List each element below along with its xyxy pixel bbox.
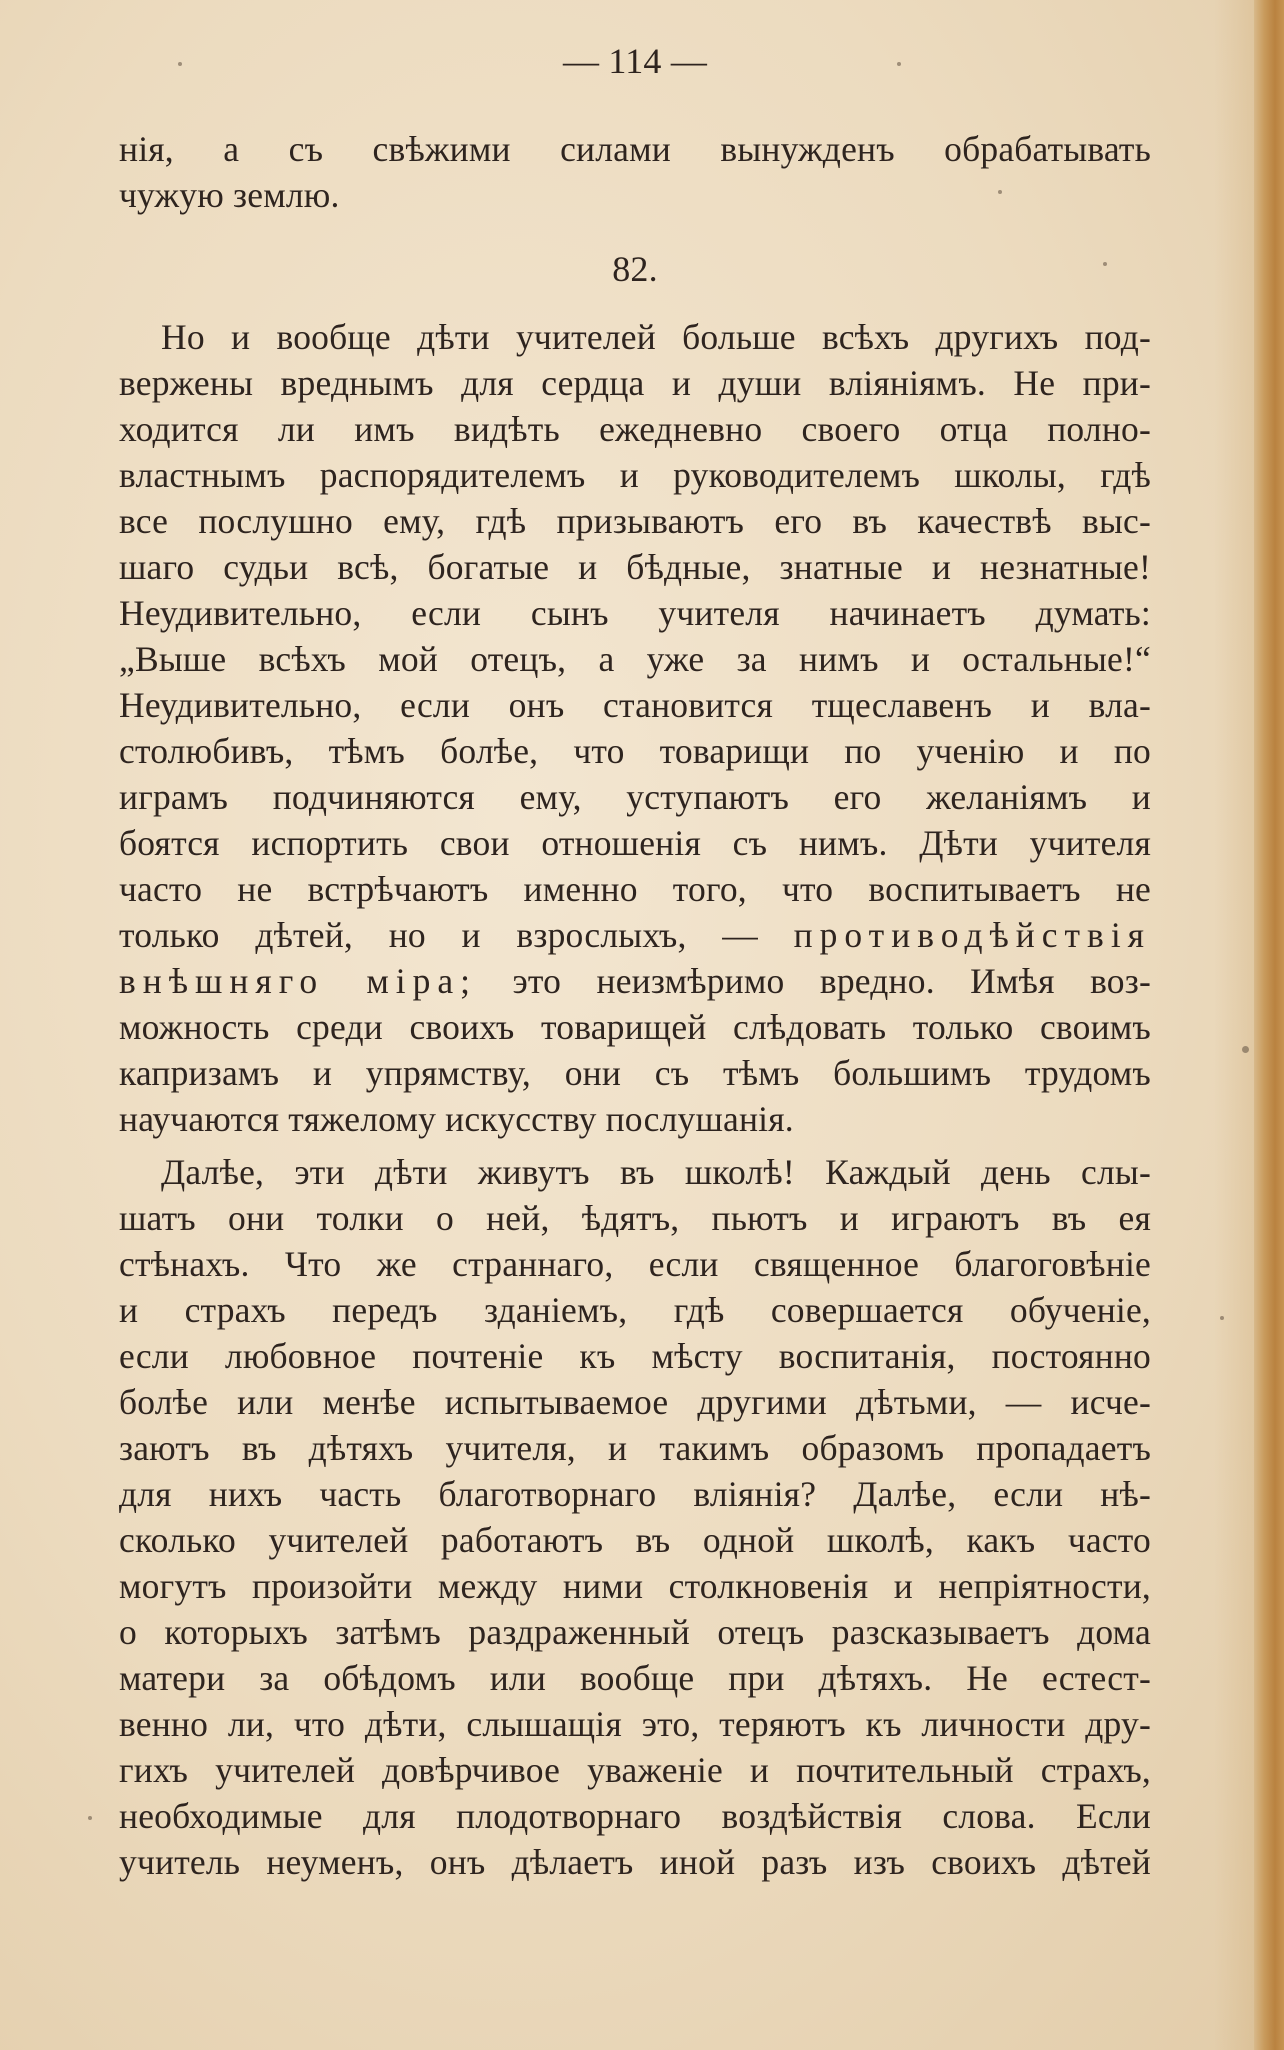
text-line: о которыхъ затѣмъ раздраженный отецъ разсказываетъ дома bbox=[119, 1612, 1151, 1652]
text-line: заютъ въ дѣтяхъ учителя, и такимъ образомъ пропадаетъ bbox=[119, 1428, 1151, 1468]
paper-speck bbox=[1242, 1046, 1249, 1053]
text-line: матери за обѣдомъ или вообще при дѣтяхъ. Не естест- bbox=[119, 1658, 1151, 1698]
text-line: могутъ произойти между ними столкновенія и непріятности, bbox=[119, 1566, 1151, 1606]
text-line: ходится ли имъ видѣть ежедневно своего отца полно- bbox=[119, 409, 1151, 449]
spaced-emphasis: противодѣйствія bbox=[793, 915, 1152, 955]
text-line: властнымъ распорядителемъ и руководителемъ школы, гдѣ bbox=[119, 455, 1151, 495]
text-line: можность среди своихъ товарищей слѣдовать только своимъ bbox=[119, 1007, 1151, 1047]
text-segment: только дѣтей, но и взрослыхъ, — bbox=[119, 915, 758, 955]
text-line: Далѣе, эти дѣти живутъ въ школѣ! Каждый день слы- bbox=[161, 1152, 1151, 1192]
text-line: играмъ подчиняются ему, уступаютъ его желаніямъ и bbox=[119, 777, 1151, 817]
text-line: учитель неуменъ, онъ дѣлаетъ иной разъ изъ своихъ дѣтей bbox=[119, 1842, 1151, 1882]
text-line: Неудивительно, если онъ становится тщеславенъ и вла- bbox=[119, 685, 1151, 725]
text-line: и страхъ передъ зданіемъ, гдѣ совершается обученіе, bbox=[119, 1290, 1151, 1330]
text-segment: это неизмѣримо вредно. Имѣя воз- bbox=[512, 961, 1152, 1001]
text-line: все послушно ему, гдѣ призываютъ его въ качествѣ выс- bbox=[119, 501, 1151, 541]
text-line: если любовное почтеніе къ мѣсту воспитанія, постоянно bbox=[119, 1336, 1151, 1376]
text-line-with-spaced-emphasis bbox=[119, 958, 1151, 1004]
text-line: необходимые для плодотворнаго воздѣйствія слова. Если bbox=[119, 1796, 1151, 1836]
section-number: 82. bbox=[612, 249, 658, 289]
text-line: „Выше всѣхъ мой отецъ, а уже за нимъ и остальные!“ bbox=[119, 639, 1151, 679]
text-line: капризамъ и упрямству, они съ тѣмъ большимъ трудомъ bbox=[119, 1053, 1151, 1093]
text-line: часто не встрѣчаютъ именно того, что воспитываетъ не bbox=[119, 869, 1151, 909]
book-spine-edge bbox=[1254, 0, 1284, 2050]
text-line: научаются тяжелому искусству послушанія. bbox=[119, 1099, 794, 1139]
paper-speck bbox=[1103, 262, 1107, 266]
paper-speck bbox=[897, 62, 901, 66]
text-line: стѣнахъ. Что же страннаго, если священное благоговѣніе bbox=[119, 1244, 1151, 1284]
text-line: болѣе или менѣе испытываемое другими дѣтьми, — исче- bbox=[119, 1382, 1151, 1422]
text-line: Неудивительно, если сынъ учителя начинаетъ думать: bbox=[119, 593, 1151, 633]
page-number: — 114 — bbox=[562, 41, 708, 81]
page-gutter-shade bbox=[1214, 0, 1254, 2050]
paper-speck bbox=[88, 1816, 92, 1820]
text-line: сколько учителей работаютъ въ одной школѣ, какъ часто bbox=[119, 1520, 1151, 1560]
text-line-with-spaced-emphasis bbox=[119, 912, 1151, 958]
text-line: боятся испортить свои отношенія съ нимъ. Дѣти учителя bbox=[119, 823, 1151, 863]
text-line: вержены вреднымъ для сердца и души вліяніямъ. Не при- bbox=[119, 363, 1151, 403]
paper-speck bbox=[998, 190, 1002, 194]
paper-speck bbox=[178, 62, 182, 66]
text-line: столюбивъ, тѣмъ болѣе, что товарищи по ученію и по bbox=[119, 731, 1151, 771]
text-line: Но и вообще дѣти учителей больше всѣхъ другихъ под- bbox=[161, 317, 1151, 357]
text-line: гихъ учителей довѣрчивое уваженіе и почтительный страхъ, bbox=[119, 1750, 1151, 1790]
text-line: для нихъ часть благотворнаго вліянія? Далѣе, если нѣ- bbox=[119, 1474, 1151, 1514]
text-line: нія, а съ свѣжими силами вынужденъ обрабатывать bbox=[119, 129, 1151, 169]
text-line: шатъ они толки о ней, ѣдятъ, пьютъ и играютъ въ ея bbox=[119, 1198, 1151, 1238]
text-line: шаго судьи всѣ, богатые и бѣдные, знатные и незнатные! bbox=[119, 547, 1151, 587]
text-line: венно ли, что дѣти, слышащія это, теряютъ къ личности дру- bbox=[119, 1704, 1151, 1744]
paper-speck bbox=[1220, 1316, 1224, 1320]
spaced-emphasis: внѣшняго міра; bbox=[119, 961, 478, 1001]
text-line: чужую землю. bbox=[119, 175, 340, 215]
